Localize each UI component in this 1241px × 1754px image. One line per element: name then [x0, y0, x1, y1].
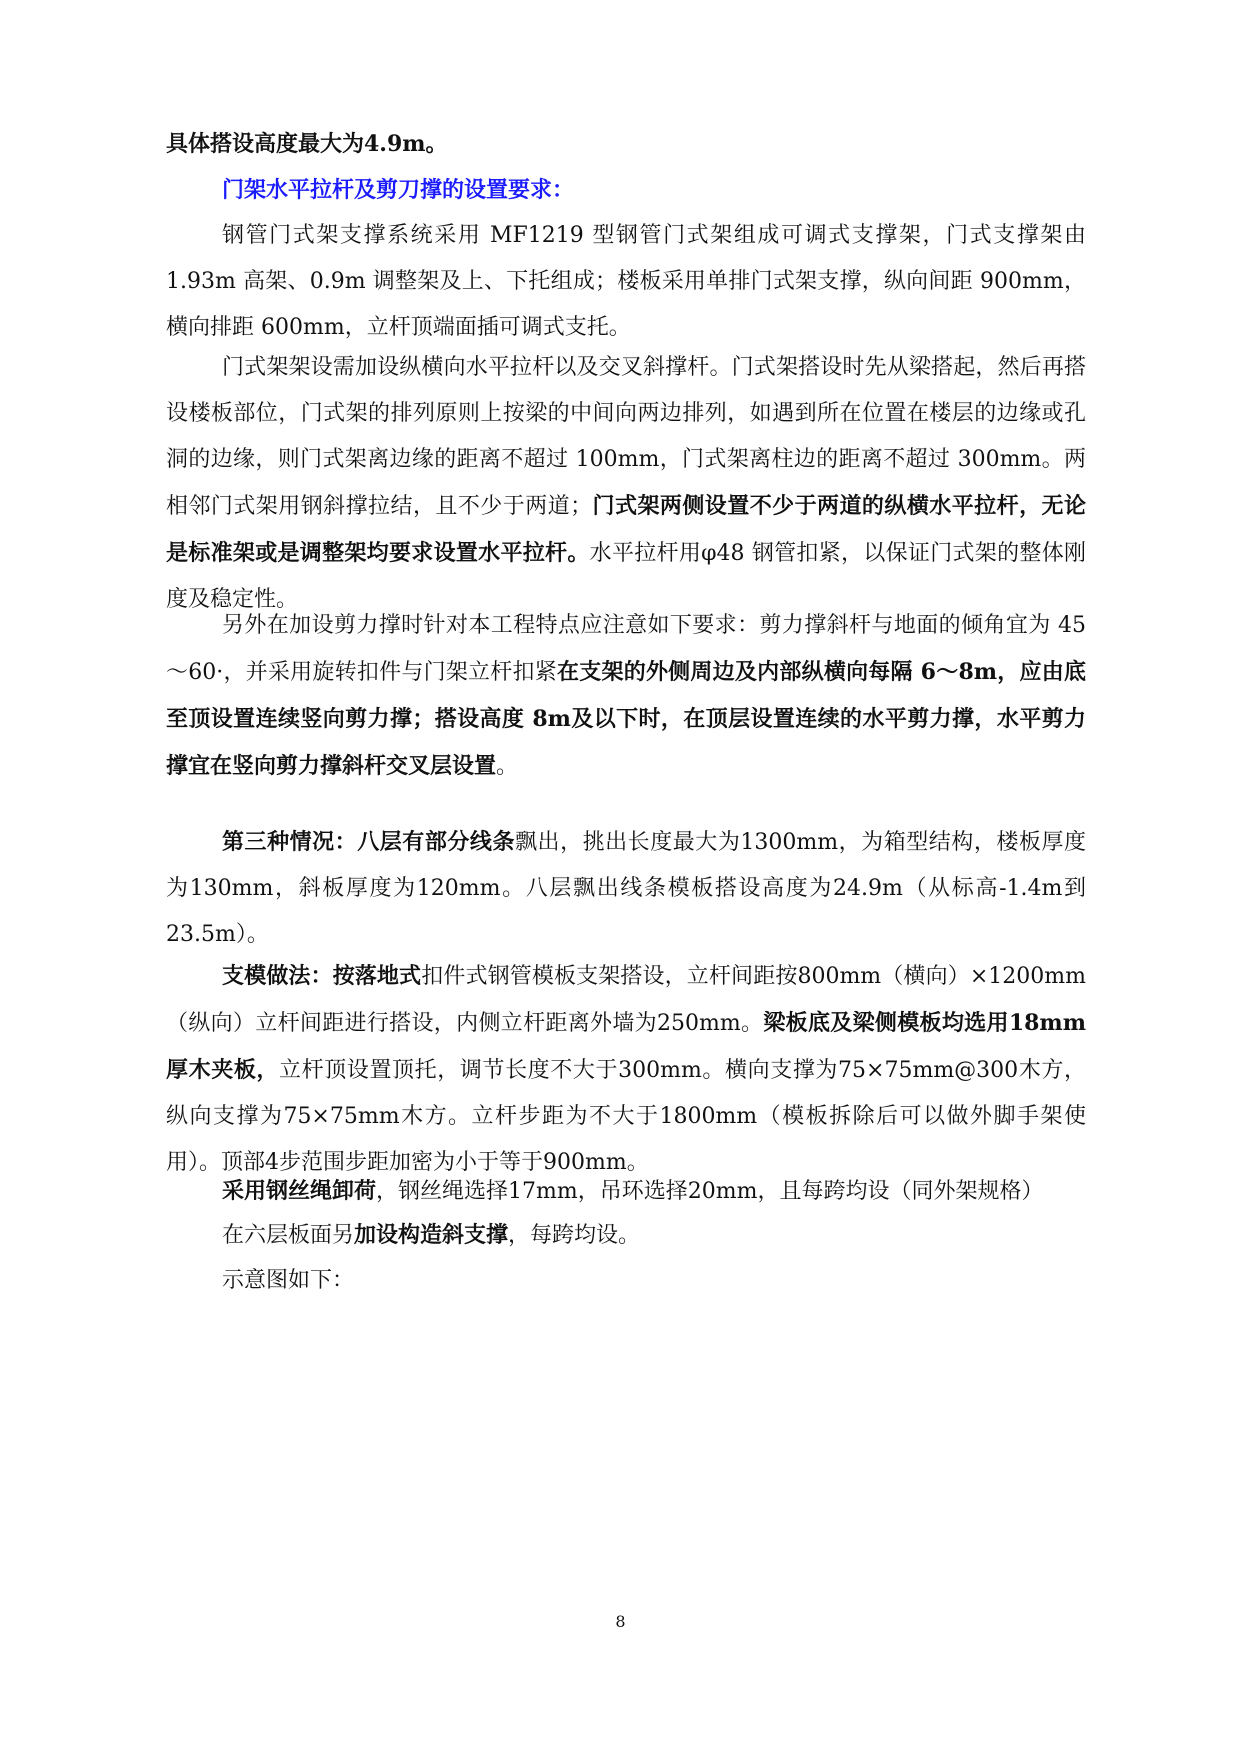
paragraph-diagonal-brace	[166, 1212, 1086, 1259]
page-number: 8	[615, 1612, 626, 1631]
arrangement-text: 门式架架设需加设纵横向水平拉杆以及交叉斜撑杆。门式架搭设时先从梁搭起，然后再搭设楼板部位，门式架的排列原则上按梁的中间向两边排列，如遇到所在位置在楼层的边缘或孔洞的边缘，则门式架离边缘的距离不超过 100mm，门式架离柱边的距离不超过 300mm。两相邻门式架用钢斜撑拉结，且不少于两道；	[166, 355, 1086, 519]
wire-text: ，钢丝绳选择17mm，吊环选择20mm，且每跨均设（同外架规格）	[376, 1179, 1044, 1204]
method-bold-text-1: 支模做法：按落地式	[222, 963, 422, 989]
brace-text-2: ，每跨均设。	[508, 1223, 641, 1248]
paragraph-support-system	[166, 213, 1086, 351]
arrangement-bold-text: 门式架两侧设置不少于两道的纵横水平拉杆，无论是标准架或是调整架均要求设置水平拉杆。	[166, 493, 1086, 566]
paragraph-height-limit	[166, 121, 1086, 167]
paragraph-wire-rope	[166, 1168, 1086, 1215]
brace-text-1: 在六层板面另	[222, 1223, 355, 1248]
arrangement-tail-text: 水平拉杆用φ48 钢管扣紧，以保证门式架的整体刚度及稳定性。	[166, 541, 1086, 612]
section-heading-text: 门架水平拉杆及剪刀撑的设置要求：	[222, 177, 575, 203]
scissor-tail-text: 。	[496, 754, 519, 779]
diagram-intro-text: 示意图如下：	[222, 1268, 355, 1293]
scissor-text: 另外在加设剪力撑时针对本工程特点应注意如下要求：剪力撑斜杆与地面的倾角宜为 45～60·，并采用旋转扣件与门架立杆扣紧	[166, 613, 1086, 685]
wire-bold-text: 采用钢丝绳卸荷	[222, 1178, 377, 1204]
paragraph-frame-arrangement	[166, 345, 1086, 623]
paragraph-case-three	[166, 819, 1086, 958]
method-text-2: 立杆顶设置顶托，调节长度不大于300mm。横向支撑为75×75mm@300木方，纵向支撑为75×75mm木方。立杆步距为不大于1800mm（模板拆除后可以做外脚手架使用）。顶部4步范围步距加密为小于等于900mm。	[166, 1058, 1086, 1175]
brace-bold-text: 加设构造斜支撑	[354, 1222, 509, 1248]
case-three-text: 飘出，挑出长度最大为1300mm，为箱型结构，楼板厚度为130mm，斜板厚度为120mm。八层飘出线条模板搭设高度为24.9m（从标高-1.4m到23.5m）。	[166, 830, 1086, 947]
paragraph-formwork-method	[166, 953, 1086, 1186]
scissor-bold-text: 在支架的外侧周边及内部纵横向每隔 6～8m，应由底至顶设置连续竖向剪力撑；搭设高度 8m及以下时，在顶层设置连续的水平剪力撑，水平剪力撑宜在竖向剪力撑斜杆交叉层设置	[166, 659, 1086, 779]
height-limit-text: 具体搭设高度最大为4.9m。	[166, 131, 448, 157]
support-system-text: 钢管门式架支撑系统采用 MF1219 型钢管门式架组成可调式支撑架，门式支撑架由 1.93m 高架、0.9m 调整架及上、下托组成；楼板采用单排门式架支撑，纵向间距 900mm，横向排距 600mm，立杆顶端面插可调式支托。	[166, 223, 1086, 340]
paragraph-diagram-intro	[166, 1258, 1086, 1304]
method-text-1: 扣件式钢管模板支架搭设，立杆间距按800mm（横向）×1200mm（纵向）立杆间距进行搭设，内侧立杆距离外墙为250mm。	[166, 964, 1086, 1036]
case-three-bold-text: 第三种情况：八层有部分线条	[222, 829, 515, 855]
section-heading	[166, 167, 1086, 214]
paragraph-scissor-brace	[166, 603, 1086, 790]
method-bold-text-2: 梁板底及梁侧模板均选用18mm厚木夹板，	[166, 1010, 1086, 1083]
